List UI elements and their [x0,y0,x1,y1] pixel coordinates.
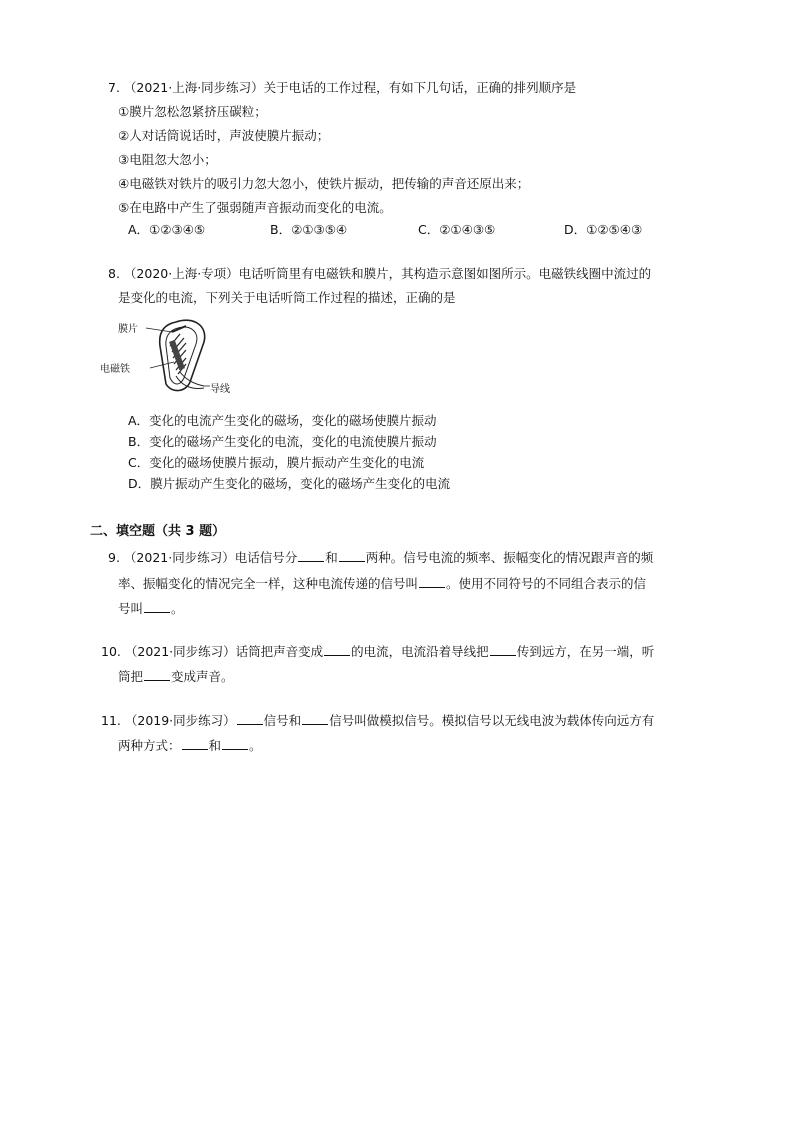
answer-blank[interactable] [237,710,263,725]
question-number: 10. [101,644,121,659]
list-item: ⑤在电路中产生了强弱随声音振动而变化的电流。 [118,200,392,215]
question-number: 7. [108,80,120,95]
answer-blank[interactable] [182,735,208,750]
answer-blank[interactable] [144,598,170,613]
question-number: 9. [108,550,120,565]
question-8-options [128,410,450,494]
answer-blank[interactable] [144,666,170,681]
question-8-stem-line1: 8. （2020·上海·专项）电话听筒里有电磁铁和膜片，其构造示意图如图所示。电磁铁线圈中流过的 [108,266,652,281]
option-a: A．变化的电流产生变化的磁场，变化的磁场使膜片振动 [128,413,437,428]
question-7-stem: 7. （2021·上海·同步练习）关于电话的工作过程，有如下几句话，正确的排列顺序是 [108,80,577,95]
question-7-options [128,220,688,238]
question-10-line2: 筒把 变成声音。 [118,665,234,689]
answer-blank[interactable] [302,710,328,725]
question-9-line3: 号叫 。 [118,597,184,621]
question-8 [108,262,651,286]
question-7-items [118,100,529,220]
option-d: D．①②⑤④③ [564,222,643,237]
answer-blank[interactable] [419,573,445,588]
answer-blank[interactable] [490,641,516,656]
question-10: 10. （2021·同步练习）话筒把声音变成 的电流，电流沿着导线把 传到远方，在另一端，听 [101,640,654,664]
label-wire: 导线 [210,384,230,395]
question-8-stem-line2: 是变化的电流，下列关于电话听筒工作过程的描述，正确的是 [118,290,456,305]
list-item: ①膜片忽松忽紧挤压碳粒； [118,104,267,119]
question-9: 9. （2021·同步练习）电话信号分 和 两种。信号电流的频率、振幅变化的情况跟声音的频 [108,546,653,570]
option-d: D．膜片振动产生变化的磁场，变化的磁场产生变化的电流 [128,476,451,491]
option-a: A．①②③④⑤ [128,222,206,237]
list-item: ②人对话筒说话时，声波使膜片振动； [118,128,330,143]
question-11: 11. （2019·同步练习） 信号和 信号叫做模拟信号。模拟信号以无线电波为载体传向远方有 [101,709,654,733]
answer-blank[interactable] [324,641,350,656]
list-item: ③电阻忽大忽小； [118,152,217,167]
answer-blank[interactable] [298,547,324,562]
question-number: 8. [108,266,120,281]
question-11-line2: 两种方式： 和 。 [118,734,262,758]
question-7 [108,76,576,100]
option-b: B．②①③⑤④ [270,222,348,237]
question-number: 11. [101,713,121,728]
label-electromagnet: 电磁铁 [100,364,130,375]
option-c: C．②①④③⑤ [418,222,496,237]
option-b: B．变化的磁场产生变化的电流，变化的电流使膜片振动 [128,434,437,449]
question-9-line2: 率、振幅变化的情况完全一样，这种电流传递的信号叫 。使用不同符号的不同组合表示的信 [118,572,646,596]
list-item: ④电磁铁对铁片的吸引力忽大忽小，使铁片振动，把传输的声音还原出来； [118,176,530,191]
label-membrane: 膜片 [118,324,138,335]
answer-blank[interactable] [339,547,365,562]
answer-blank[interactable] [222,735,248,750]
section-heading: 二、填空题（共 3 题） [90,524,226,539]
receiver-diagram [100,316,236,396]
option-c: C．变化的磁场使膜片振动，膜片振动产生变化的电流 [128,455,425,470]
